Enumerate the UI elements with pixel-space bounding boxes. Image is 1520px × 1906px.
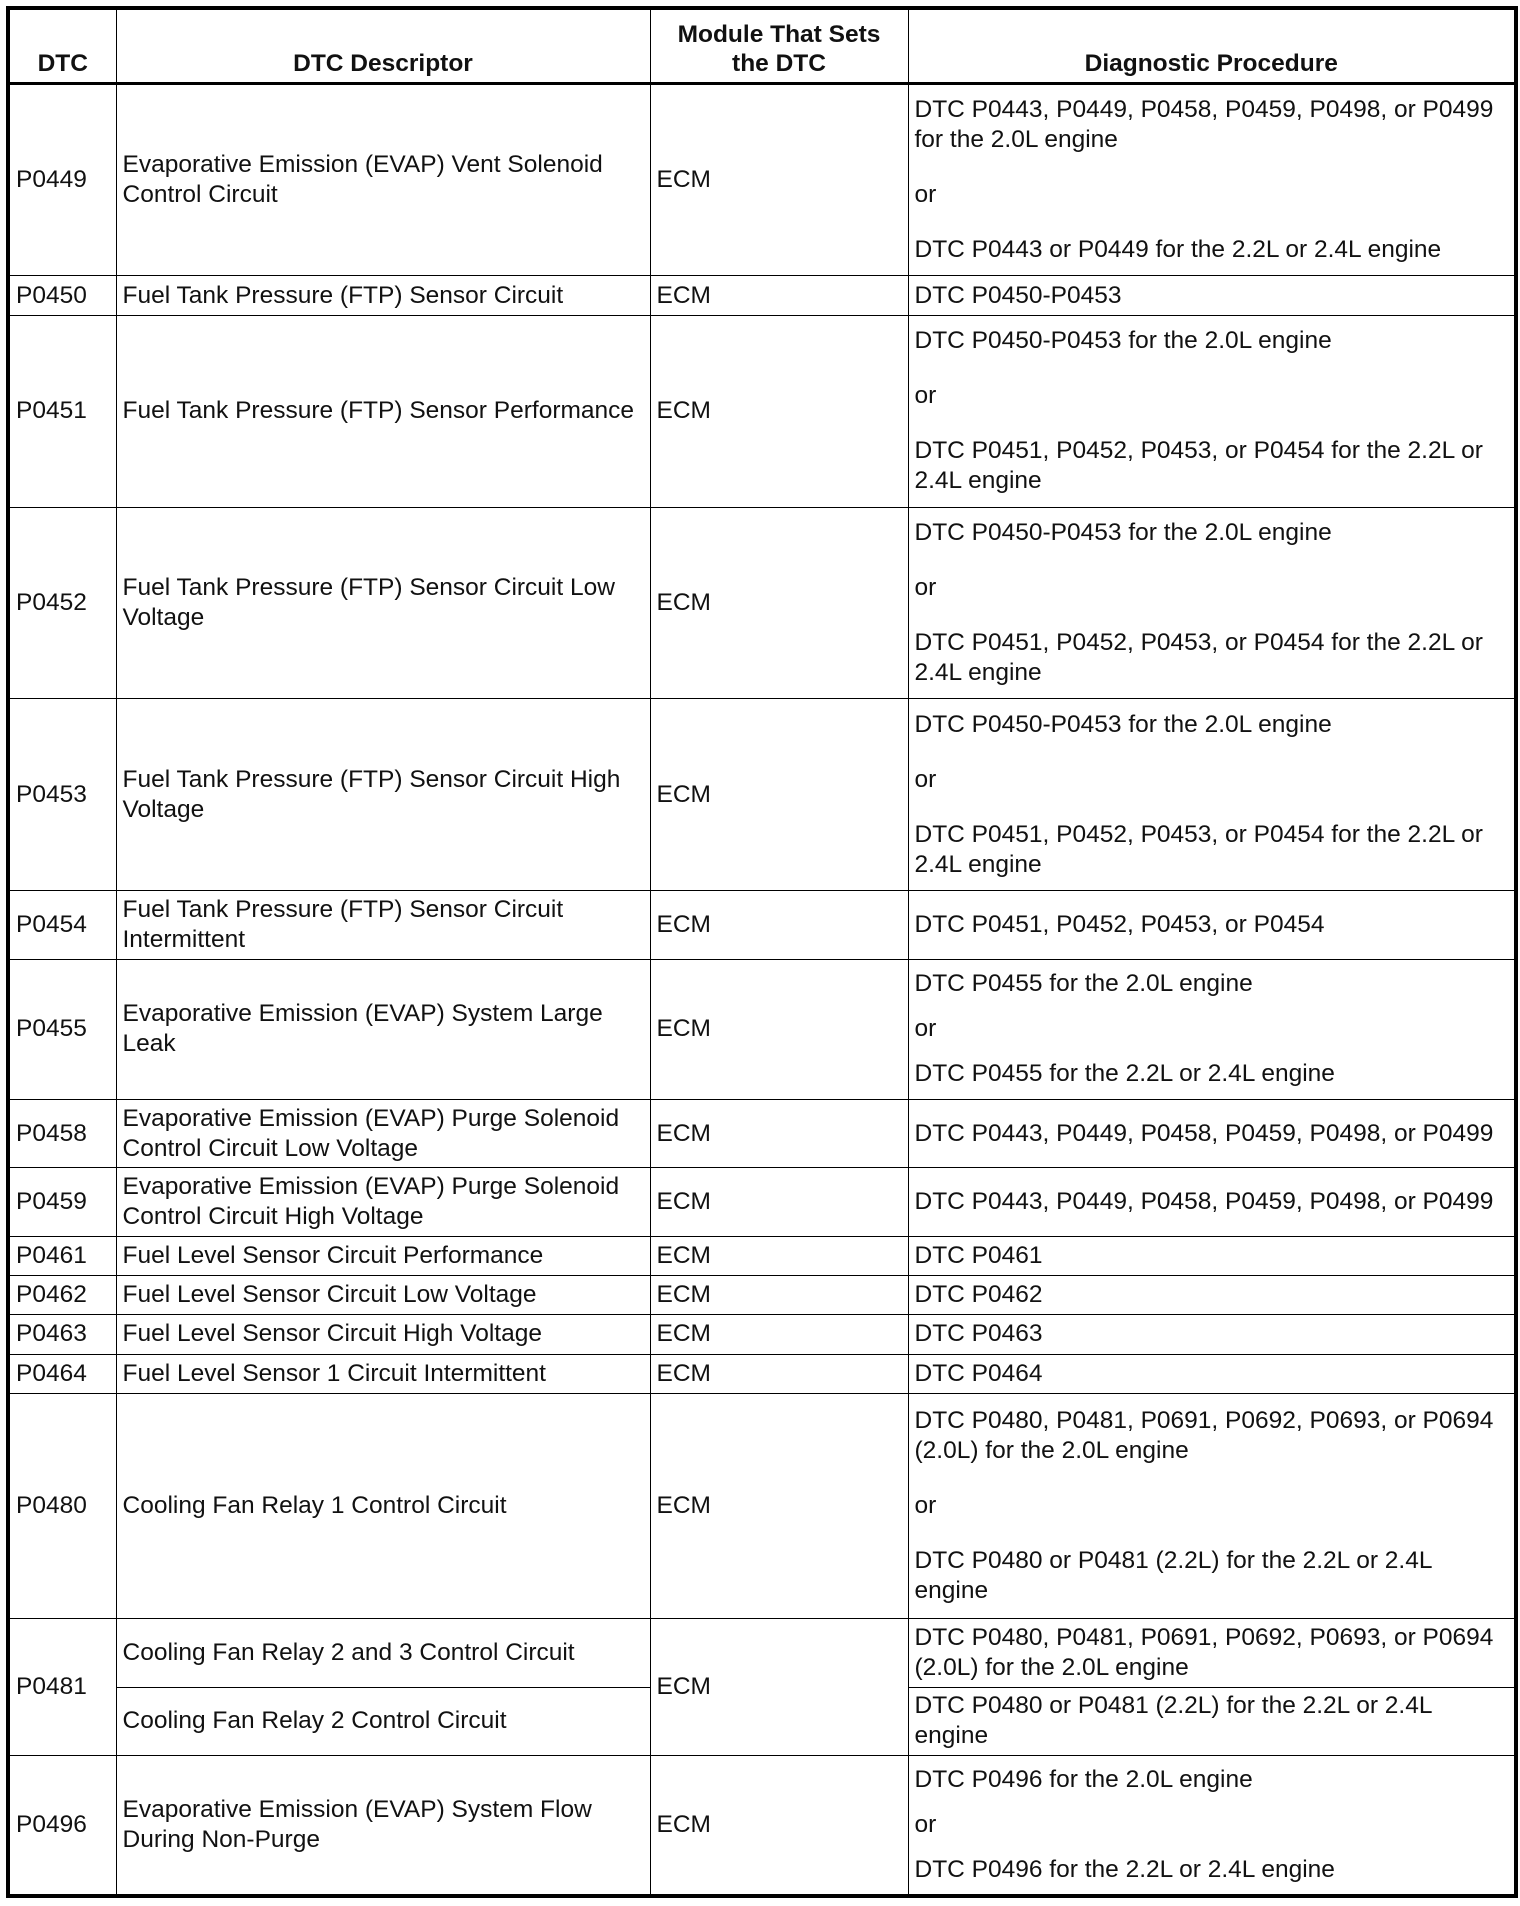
cell-descriptor: Fuel Level Sensor Circuit Low Voltage [116, 1276, 650, 1315]
table-row [8, 959, 1516, 1099]
table-row [8, 1315, 1516, 1354]
cell-module: ECM [650, 1756, 908, 1896]
procedure-or: or [914, 1015, 937, 1043]
header-procedure: Diagnostic Procedure [908, 8, 1516, 83]
cell-module: ECM [650, 1168, 908, 1236]
cell-dtc: P0458 [8, 1099, 116, 1167]
cell-descriptor: Cooling Fan Relay 2 Control Circuit [116, 1687, 650, 1755]
procedure-or: or [914, 180, 937, 208]
procedure-or: or [914, 765, 937, 793]
cell-descriptor: Evaporative Emission (EVAP) Vent Solenoid Control Circuit [116, 83, 650, 276]
cell-descriptor: Evaporative Emission (EVAP) System Large Leak [116, 959, 650, 1099]
cell-module: ECM [650, 1315, 908, 1354]
table-row [8, 315, 1516, 507]
table-row [8, 699, 1516, 891]
header-descriptor: DTC Descriptor [116, 8, 650, 83]
cell-module: ECM [650, 315, 908, 507]
procedure-or: or [914, 1811, 937, 1839]
procedure-text-a: DTC P0450-P0453 for the 2.0L engine [914, 327, 1332, 355]
cell-descriptor: Cooling Fan Relay 2 and 3 Control Circuit [116, 1619, 650, 1687]
cell-descriptor: Fuel Tank Pressure (FTP) Sensor Circuit Intermittent [116, 891, 650, 959]
cell-procedure: DTC P0463 [908, 1315, 1516, 1354]
dtc-table [6, 6, 1518, 1898]
cell-dtc: P0454 [8, 891, 116, 959]
cell-procedure [908, 315, 1516, 507]
cell-dtc: P0459 [8, 1168, 116, 1236]
cell-descriptor: Fuel Tank Pressure (FTP) Sensor Circuit Low Voltage [116, 507, 650, 699]
procedure-or: or [914, 382, 937, 410]
cell-dtc: P0450 [8, 276, 116, 315]
procedure-or: or [914, 1492, 937, 1520]
cell-descriptor: Cooling Fan Relay 1 Control Circuit [116, 1393, 650, 1619]
header-module [650, 8, 908, 83]
cell-procedure: DTC P0464 [908, 1354, 1516, 1393]
procedure-text-b: DTC P0451, P0452, P0453, or P0454 for the 2.2L or 2.4L engine [914, 820, 1483, 878]
cell-procedure: DTC P0450-P0453 [908, 276, 1516, 315]
header-module-line1: Module That Sets [677, 20, 881, 48]
procedure-text-a: DTC P0496 for the 2.0L engine [914, 1766, 1253, 1794]
cell-module: ECM [650, 276, 908, 315]
procedure-text-b: DTC P0496 for the 2.2L or 2.4L engine [914, 1856, 1335, 1884]
header-module-line2: the DTC [732, 49, 826, 77]
cell-procedure [908, 699, 1516, 891]
procedure-text-b: DTC P0455 for the 2.2L or 2.4L engine [914, 1060, 1335, 1088]
procedure-text-b: DTC P0443 or P0449 for the 2.2L or 2.4L engine [914, 235, 1442, 263]
procedure-text-b: DTC P0451, P0452, P0453, or P0454 for the 2.2L or 2.4L engine [914, 437, 1483, 495]
cell-procedure [908, 1756, 1516, 1896]
table-row [8, 83, 1516, 276]
procedure-text-a: DTC P0480, P0481, P0691, P0692, P0693, or P0694 (2.0L) for the 2.0L engine [914, 1407, 1494, 1465]
cell-dtc: P0449 [8, 83, 116, 276]
cell-dtc: P0496 [8, 1756, 116, 1896]
cell-module: ECM [650, 83, 908, 276]
cell-module: ECM [650, 1276, 908, 1315]
table-row [8, 1756, 1516, 1896]
cell-module: ECM [650, 1619, 908, 1756]
cell-descriptor: Fuel Level Sensor Circuit High Voltage [116, 1315, 650, 1354]
cell-module: ECM [650, 1354, 908, 1393]
header-dtc: DTC [8, 8, 116, 83]
cell-procedure: DTC P0462 [908, 1276, 1516, 1315]
cell-dtc: P0463 [8, 1315, 116, 1354]
cell-descriptor: Fuel Tank Pressure (FTP) Sensor Performance [116, 315, 650, 507]
cell-dtc: P0455 [8, 959, 116, 1099]
cell-procedure: DTC P0480 or P0481 (2.2L) for the 2.2L or 2.4L engine [908, 1687, 1516, 1755]
table-row [8, 1393, 1516, 1619]
cell-dtc: P0452 [8, 507, 116, 699]
cell-descriptor: Fuel Tank Pressure (FTP) Sensor Circuit [116, 276, 650, 315]
cell-descriptor: Evaporative Emission (EVAP) Purge Solenoid Control Circuit Low Voltage [116, 1099, 650, 1167]
cell-descriptor: Fuel Level Sensor 1 Circuit Intermittent [116, 1354, 650, 1393]
procedure-text-a: DTC P0443, P0449, P0458, P0459, P0498, or P0499 for the 2.0L engine [914, 95, 1494, 153]
cell-procedure: DTC P0443, P0449, P0458, P0459, P0498, or P0499 [908, 1168, 1516, 1236]
cell-dtc: P0453 [8, 699, 116, 891]
cell-procedure [908, 1393, 1516, 1619]
cell-module: ECM [650, 1236, 908, 1275]
cell-dtc: P0480 [8, 1393, 116, 1619]
cell-procedure: DTC P0451, P0452, P0453, or P0454 [908, 891, 1516, 959]
cell-procedure: DTC P0461 [908, 1236, 1516, 1275]
cell-dtc: P0451 [8, 315, 116, 507]
cell-descriptor: Fuel Level Sensor Circuit Performance [116, 1236, 650, 1275]
table-row [8, 1276, 1516, 1315]
procedure-text-a: DTC P0450-P0453 for the 2.0L engine [914, 518, 1332, 546]
table-row [8, 891, 1516, 959]
cell-module: ECM [650, 699, 908, 891]
cell-dtc: P0461 [8, 1236, 116, 1275]
cell-procedure [908, 83, 1516, 276]
cell-descriptor: Evaporative Emission (EVAP) Purge Solenoid Control Circuit High Voltage [116, 1168, 650, 1236]
procedure-text-a: DTC P0450-P0453 for the 2.0L engine [914, 710, 1332, 738]
cell-dtc: P0462 [8, 1276, 116, 1315]
cell-descriptor: Evaporative Emission (EVAP) System Flow During Non-Purge [116, 1756, 650, 1896]
cell-procedure: DTC P0443, P0449, P0458, P0459, P0498, or P0499 [908, 1099, 1516, 1167]
cell-module: ECM [650, 1393, 908, 1619]
cell-procedure [908, 507, 1516, 699]
table-header-row [8, 8, 1516, 83]
dtc-table-container [6, 6, 1514, 1898]
procedure-text-a: DTC P0455 for the 2.0L engine [914, 970, 1253, 998]
cell-module: ECM [650, 1099, 908, 1167]
table-row [8, 1236, 1516, 1275]
cell-module: ECM [650, 891, 908, 959]
table-row [8, 1354, 1516, 1393]
table-row [8, 1099, 1516, 1167]
table-row [8, 1619, 1516, 1687]
table-row [8, 507, 1516, 699]
cell-dtc: P0481 [8, 1619, 116, 1756]
cell-procedure [908, 959, 1516, 1099]
procedure-text-b: DTC P0480 or P0481 (2.2L) for the 2.2L or 2.4L engine [914, 1547, 1432, 1605]
table-row [8, 276, 1516, 315]
cell-descriptor: Fuel Tank Pressure (FTP) Sensor Circuit High Voltage [116, 699, 650, 891]
cell-procedure: DTC P0480, P0481, P0691, P0692, P0693, or P0694 (2.0L) for the 2.0L engine [908, 1619, 1516, 1687]
cell-dtc: P0464 [8, 1354, 116, 1393]
procedure-text-b: DTC P0451, P0452, P0453, or P0454 for the 2.2L or 2.4L engine [914, 628, 1483, 686]
cell-module: ECM [650, 959, 908, 1099]
procedure-or: or [914, 573, 937, 601]
cell-module: ECM [650, 507, 908, 699]
table-row [8, 1168, 1516, 1236]
